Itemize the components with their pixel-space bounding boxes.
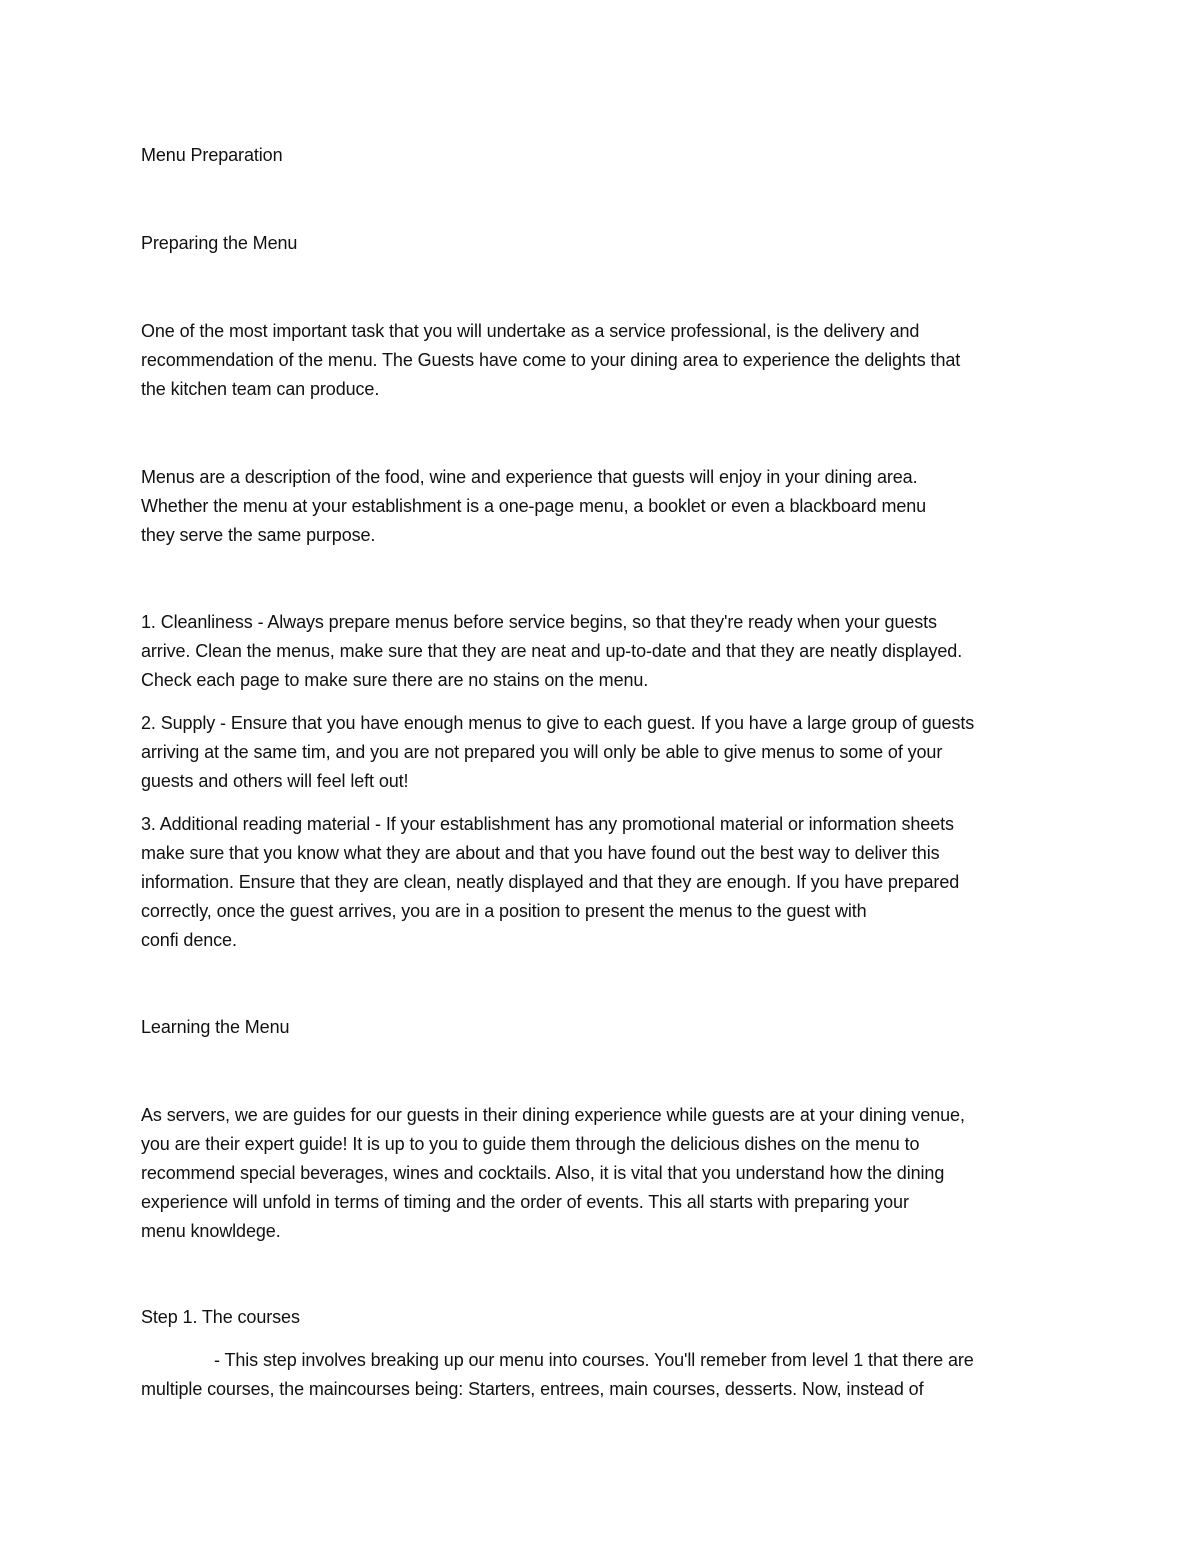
paragraph-line: Check each page to make sure there are no stains on the menu. [141,670,649,690]
paragraph-line: One of the most important task that you will undertake as a service professional, is the delivery and [141,321,920,341]
menus-paragraph [141,463,1071,550]
paragraph-line: recommendation of the menu. The Guests have come to your dining area to experience the delights that [141,350,961,370]
paragraph-line: they serve the same purpose. [141,525,376,545]
document-title: Menu Preparation [141,145,283,165]
section-heading-preparing: Preparing the Menu [141,233,298,253]
paragraph-line: 1. Cleanliness - Always prepare menus before service begins, so that they're ready when your guests [141,612,937,632]
paragraph-line: confi dence. [141,930,237,950]
paragraph-line: - This step involves breaking up our menu into courses. You'll remeber from level 1 that there are [214,1350,974,1370]
paragraph-line: recommend special beverages, wines and cocktails. Also, it is vital that you understand how the dining [141,1163,945,1183]
paragraph-line: Menus are a description of the food, wine and experience that guests will enjoy in your dining area. [141,467,918,487]
paragraph-line: menu knowldege. [141,1221,281,1241]
servers-paragraph [141,1101,1071,1246]
paragraph-line: Whether the menu at your establishment is a one-page menu, a booklet or even a blackboard menu [141,496,927,516]
paragraph-line: you are their expert guide! It is up to you to guide them through the delicious dishes on the menu to [141,1134,920,1154]
list-item-cleanliness [141,608,1071,695]
paragraph-line: guests and others will feel left out! [141,771,409,791]
list-item-supply [141,709,1071,796]
paragraph-line: 2. Supply - Ensure that you have enough menus to give to each guest. If you have a large group of guests [141,713,975,733]
paragraph-line: arriving at the same tim, and you are not prepared you will only be able to give menus to some of your [141,742,943,762]
paragraph-line: multiple courses, the maincourses being: Starters, entrees, main courses, desserts. Now, instead of [141,1379,924,1399]
intro-paragraph [141,317,1071,404]
paragraph-line: arrive. Clean the menus, make sure that they are neat and up-to-date and that they are neatly displayed. [141,641,963,661]
list-item-reading-material [141,810,1071,955]
paragraph-line: correctly, once the guest arrives, you are in a position to present the menus to the guest with [141,901,867,921]
step1-heading: Step 1. The courses [141,1307,300,1327]
paragraph-line: As servers, we are guides for our guests in their dining experience while guests are at your dining venue, [141,1105,965,1125]
step1-paragraph [141,1346,1071,1404]
section-heading-learning: Learning the Menu [141,1017,290,1037]
paragraph-line: make sure that you know what they are about and that you have found out the best way to deliver this [141,843,940,863]
paragraph-line: information. Ensure that they are clean, neatly displayed and that they are enough. If you have prepared [141,872,960,892]
paragraph-line: 3. Additional reading material - If your establishment has any promotional material or information sheets [141,814,954,834]
paragraph-line: the kitchen team can produce. [141,379,380,399]
paragraph-line: experience will unfold in terms of timing and the order of events. This all starts with preparing your [141,1192,909,1212]
